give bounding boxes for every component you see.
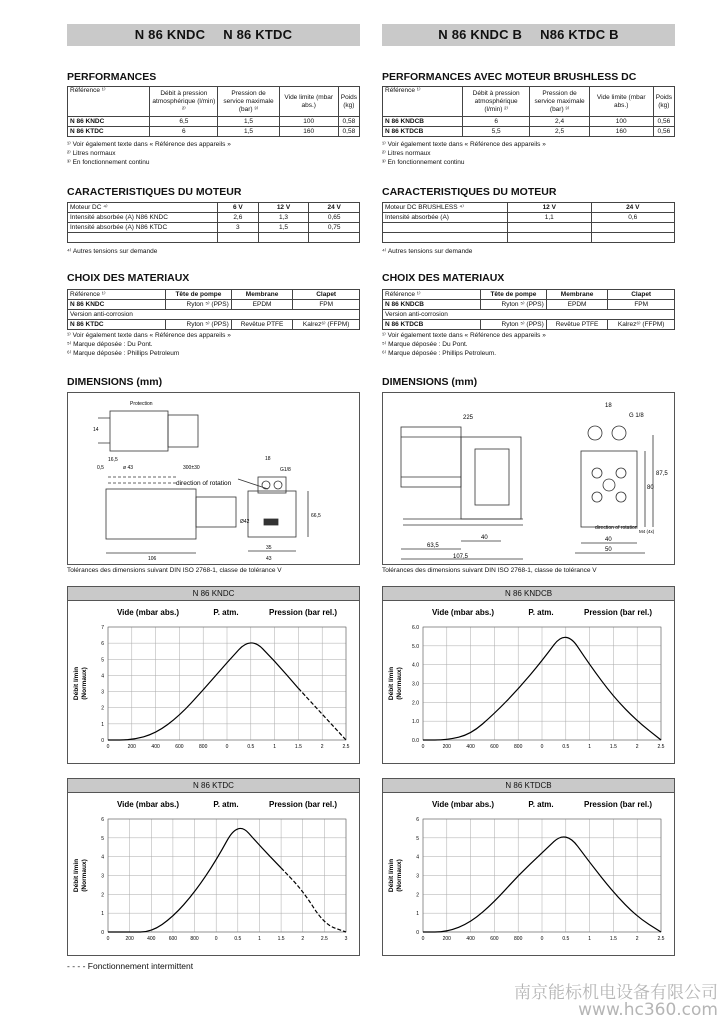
th-ref: Référence ¹⁾ (68, 87, 150, 117)
table-row: Intensité absorbée (A) N86 KTDC 3 1,5 0,75 (68, 223, 360, 233)
chart-title: N 86 KNDCB (383, 587, 674, 601)
y-tick-label: 2.0 (412, 700, 419, 707)
x-tick-label: 1.5 (294, 744, 302, 750)
x-tick-label: 2 (301, 936, 305, 942)
y-tick-label: 1.0 (412, 719, 419, 726)
svg-text:ø 43: ø 43 (123, 465, 134, 471)
y-tick-label: 5.0 (412, 643, 419, 650)
svg-text:63,5: 63,5 (427, 543, 439, 549)
header-model-1: N 86 KNDC B (438, 27, 523, 42)
chart-kndcb (382, 586, 675, 764)
chart-kndc (67, 586, 360, 764)
mat-notes: ¹⁾ Voir également texte dans « Référence des appareils » ⁵⁾ Marque déposée : Du Pont. ⁶⁾ Marque déposée : Phillips Petroleum. (382, 332, 546, 357)
x-tick-label: 1.5 (609, 936, 617, 942)
y-tick-label: 4 (416, 854, 419, 861)
y-tick-label: 3 (101, 689, 104, 696)
x-tick-label: 400 (466, 744, 475, 750)
y-axis-label: Débit l/min (388, 666, 395, 701)
mat-notes: ¹⁾ Voir également texte dans « Référence des appareils » ⁵⁾ Marque déposée : Du Pont. ⁶⁾ Marque déposée : Phillips Petroleum (67, 332, 231, 357)
x-tick-label: 600 (490, 744, 499, 750)
header-model-2: N86 KTDC B (540, 27, 619, 42)
mat-title: CHOIX DES MATERIAUX (67, 272, 190, 284)
header-model-2: N 86 KTDC (223, 27, 293, 42)
watermark-url: www.hc360.com (578, 1000, 718, 1020)
header-model-1: N 86 KNDC (134, 27, 206, 42)
x-tick-label: 600 (490, 936, 499, 942)
table-row: Intensité absorbée (A) N86 KNDC 2,6 1,3 0,65 (68, 213, 360, 223)
y-tick-label: 5 (416, 835, 419, 842)
y-tick-label: 4 (101, 854, 104, 861)
table-row: N 86 KNDCB Ryton ⁵⁾ (PPS) EPDM FPM (383, 300, 675, 310)
materials-table: Référence ¹⁾ Tête de pompe Membrane Clapet N 86 KNDCB Ryton ⁵⁾ (PPS) EPDM FPM Version anti-corrosion N 86 KTDCB Ryton ⁵⁾ (PPS) Revêtue PTFE Kalrez⁶⁾ (FFPM) (382, 289, 675, 330)
y-axis-label: (Normaux) (81, 859, 88, 892)
x-tick-label: 0 (540, 744, 544, 750)
svg-text:direction of rotation: direction of rotation (595, 525, 638, 531)
perf-title: PERFORMANCES AVEC MOTEUR BRUSHLESS DC (382, 71, 637, 83)
x-tick-label: 400 (151, 744, 160, 750)
x-tick-label: 0.5 (562, 744, 570, 750)
y-tick-label: 3 (416, 873, 419, 880)
th-debit: Débit à pression atmosphérique (l/min) ²⁾ (150, 87, 218, 117)
x-tick-label: 400 (466, 936, 475, 942)
y-tick-label: 2 (101, 892, 104, 899)
mat-title: CHOIX DES MATERIAUX (382, 272, 505, 284)
x-tick-label: 0.5 (562, 936, 570, 942)
materials-table: Référence ¹⁾ Tête de pompe Membrane Clapet N 86 KNDC Ryton ⁵⁾ (PPS) EPDM FPM Version anti-corrosion N 86 KTDC Ryton ⁵⁾ (PPS) Revêtue PTFE Kalrez⁶⁾ (FFPM) (67, 289, 360, 330)
table-row: N 86 KTDCB 5,5 2,5 160 0,56 (383, 127, 675, 137)
y-axis-label: Débit l/min (73, 666, 80, 701)
pump-head (168, 415, 198, 447)
chart-header-label: Pression (bar rel.) (583, 608, 653, 617)
y-tick-label: 4 (101, 673, 104, 680)
y-tick-label: 6 (101, 817, 104, 823)
svg-text:300±30: 300±30 (183, 465, 200, 471)
motor-table: Moteur DC BRUSHLESS ⁴⁾ 12 V 24 V Intensité absorbée (A) 1,1 0,6 (382, 202, 675, 243)
chart-header-label: Pression (bar rel.) (583, 800, 653, 809)
chart-ktdcb (382, 778, 675, 956)
svg-text:66,5: 66,5 (311, 513, 321, 519)
x-tick-label: 0 (540, 936, 544, 942)
dim-note: Tolérances des dimensions suivant DIN ISO 2768-1, classe de tolérance V (382, 567, 597, 574)
svg-text:87,5: 87,5 (656, 471, 668, 477)
dim-title: DIMENSIONS (mm) (382, 376, 478, 388)
x-tick-label: 600 (175, 744, 184, 750)
x-tick-label: 0 (214, 936, 218, 942)
svg-text:40: 40 (481, 535, 488, 541)
x-tick-label: 0.5 (234, 936, 242, 942)
svg-text:18: 18 (605, 403, 612, 409)
motor-side (106, 489, 196, 539)
chart-header-label: P. atm. (528, 608, 554, 617)
chart-header-label: Pression (bar rel.) (268, 608, 338, 617)
y-tick-label: 6 (101, 641, 104, 648)
x-tick-label: 200 (442, 744, 451, 750)
y-axis-label: (Normaux) (396, 667, 403, 700)
table-row: N 86 KNDCB 6 2,4 100 0,56 (383, 117, 675, 127)
motor-note: ⁴⁾ Autres tensions sur demande (67, 248, 158, 255)
pump-front (248, 491, 296, 537)
x-tick-label: 2 (635, 936, 639, 942)
x-tick-label: 1.5 (277, 936, 285, 942)
y-tick-label: 0 (416, 930, 419, 936)
svg-text:M4 (4x): M4 (4x) (639, 529, 655, 534)
y-tick-label: 7 (101, 625, 104, 631)
chart-header-label: P. atm. (213, 800, 239, 809)
dim-title: DIMENSIONS (mm) (67, 376, 163, 388)
svg-text:80: 80 (647, 485, 654, 491)
th-poids: Poids (kg) (338, 87, 359, 117)
svg-text:16,5: 16,5 (108, 457, 118, 463)
y-tick-label: 3.0 (412, 681, 419, 688)
x-tick-label: 800 (199, 744, 208, 750)
y-axis-label: (Normaux) (396, 859, 403, 892)
svg-text:43: 43 (266, 556, 272, 562)
motor-table: Moteur DC ⁴⁾ 6 V 12 V 24 V Intensité absorbée (A) N86 KNDC 2,6 1,3 0,65 Intensité absorbée (A) N86 KTDC 3 1,5 0,75 (67, 202, 360, 243)
y-tick-label: 2 (101, 705, 104, 712)
pump-drawing-svg (68, 393, 359, 564)
y-tick-label: 1 (416, 911, 419, 918)
table-row: N 86 KNDC 6,5 1,5 100 0,58 (68, 117, 360, 127)
chart-header-label: Vide (mbar abs.) (431, 800, 495, 809)
x-tick-label: 200 (127, 744, 136, 750)
y-tick-label: 1 (101, 721, 104, 728)
x-tick-label: 200 (442, 936, 451, 942)
perf-table: Référence ¹⁾ Débit à pression atmosphérique (l/min) ²⁾ Pression de service maximale (bar) ³⁾ Vide limite (mbar abs.) Poids (kg) N 86 KNDCB 6 2,4 100 0,56 N 86 KTDCB 5,5 2,5 160 0,56 (382, 86, 675, 137)
th-pression: Pression de service maximale (bar) ³⁾ (218, 87, 279, 117)
motor-title: CARACTERISTIQUES DU MOTEUR (382, 186, 557, 198)
svg-text:18: 18 (265, 456, 271, 462)
perf-title: PERFORMANCES (67, 71, 157, 83)
x-tick-label: 2.5 (657, 936, 665, 942)
x-tick-label: 1 (588, 936, 591, 942)
table-row: N 86 KTDC 6 1,5 160 0,58 (68, 127, 360, 137)
y-tick-label: 5 (101, 835, 104, 842)
svg-text:107,5: 107,5 (453, 554, 469, 560)
y-tick-label: 0 (101, 738, 104, 744)
y-axis-label: (Normaux) (81, 667, 88, 700)
y-tick-label: 3 (101, 873, 104, 880)
label-rotation: direction of rotation (176, 480, 232, 487)
chart-header-label: Vide (mbar abs.) (116, 800, 180, 809)
perf-notes: ¹⁾ Voir également texte dans « Référence des appareils » ²⁾ Litres normaux ³⁾ En fonctionnement continu (382, 141, 546, 166)
dim-note: Tolérances des dimensions suivant DIN ISO 2768-1, classe de tolérance V (67, 567, 282, 574)
x-tick-label: 1 (258, 936, 261, 942)
left-header (67, 24, 360, 46)
dimension-drawing (67, 392, 360, 565)
y-tick-label: 6.0 (412, 625, 419, 631)
svg-text:50: 50 (605, 547, 612, 553)
flow-curve-intermittent (281, 868, 346, 932)
x-tick-label: 2.5 (320, 936, 328, 942)
y-axis-label: Débit l/min (73, 858, 80, 893)
chart-header-label: Vide (mbar abs.) (431, 608, 495, 617)
dimension-drawing (382, 392, 675, 565)
pump-drawing-svg (383, 393, 674, 564)
y-tick-label: 5 (101, 657, 104, 664)
table-row: N 86 KTDC Ryton ⁵⁾ (PPS) Revêtue PTFE Kalrez⁶⁾ (FFPM) (68, 320, 360, 330)
x-tick-label: 1 (588, 744, 591, 750)
pump-front (581, 451, 637, 527)
x-tick-label: 0 (421, 936, 425, 942)
x-tick-label: 800 (190, 936, 199, 942)
y-tick-label: 6 (416, 817, 419, 823)
y-tick-label: 0 (101, 930, 104, 936)
svg-text:225: 225 (463, 415, 474, 421)
chart-kndcb-svg (383, 587, 674, 763)
svg-text:0,5: 0,5 (97, 465, 104, 471)
svg-text:G1/8: G1/8 (280, 467, 291, 473)
x-tick-label: 1 (273, 744, 276, 750)
watermark-company: 南京能标机电设备有限公司 (514, 983, 718, 1003)
x-tick-label: 800 (514, 744, 523, 750)
x-tick-label: 0 (421, 744, 425, 750)
x-tick-label: 200 (125, 936, 134, 942)
x-tick-label: 2.5 (657, 744, 665, 750)
chart-header-label: Pression (bar rel.) (268, 800, 338, 809)
chart-kndc-svg (68, 587, 359, 763)
perf-table (67, 86, 360, 137)
svg-text:14: 14 (93, 427, 99, 433)
x-tick-label: 1.5 (609, 744, 617, 750)
x-tick-label: 2.5 (342, 744, 350, 750)
y-tick-label: 4.0 (412, 662, 419, 669)
y-tick-label: 0.0 (412, 738, 419, 744)
x-tick-label: 0 (225, 744, 229, 750)
chart-title: N 86 KTDC (68, 779, 359, 793)
motor-body (401, 427, 461, 487)
chart-ktdc (67, 778, 360, 956)
svg-text:35: 35 (266, 545, 272, 551)
y-tick-label: 1 (101, 911, 104, 918)
x-tick-label: 2 (635, 744, 639, 750)
svg-text:106: 106 (148, 556, 157, 562)
x-tick-label: 2 (320, 744, 324, 750)
y-axis-label: Débit l/min (388, 858, 395, 893)
chart-header-label: Vide (mbar abs.) (116, 608, 180, 617)
x-tick-label: 600 (168, 936, 178, 942)
motor-title: CARACTERISTIQUES DU MOTEUR (67, 186, 242, 198)
right-header (382, 24, 675, 46)
svg-text:Ø42: Ø42 (240, 519, 250, 525)
y-tick-label: 2 (416, 892, 419, 899)
chart-title: N 86 KTDCB (383, 779, 674, 793)
x-tick-label: 800 (514, 936, 523, 942)
table-row: Intensité absorbée (A) 1,1 0,6 (383, 213, 675, 223)
svg-text:40: 40 (605, 537, 612, 543)
table-row: N 86 KNDC Ryton ⁵⁾ (PPS) EPDM FPM (68, 300, 360, 310)
chart-ktdcb-svg (383, 779, 674, 955)
footer-note: - - - - Fonctionnement intermittent (67, 961, 194, 971)
chart-header-label: P. atm. (528, 800, 554, 809)
x-tick-label: 0.5 (247, 744, 255, 750)
label-protection: Protection (130, 401, 153, 407)
table-row: N 86 KTDCB Ryton ⁵⁾ (PPS) Revêtue PTFE Kalrez⁶⁾ (FFPM) (383, 320, 675, 330)
motor-body (110, 411, 168, 451)
perf-notes: ¹⁾ Voir également texte dans « Référence des appareils » ²⁾ Litres normaux ³⁾ En fonctionnement continu (67, 141, 231, 166)
motor-note: ⁴⁾ Autres tensions sur demande (382, 248, 473, 255)
x-tick-label: 0 (106, 936, 110, 942)
chart-header-label: P. atm. (213, 608, 239, 617)
svg-text:G 1/8: G 1/8 (629, 413, 644, 419)
th-vide: Vide limite (mbar abs.) (279, 87, 338, 117)
chart-ktdc-svg (68, 779, 359, 955)
x-tick-label: 0 (106, 744, 110, 750)
x-tick-label: 3 (344, 936, 348, 942)
chart-title: N 86 KNDC (68, 587, 359, 601)
x-tick-label: 400 (147, 936, 156, 942)
